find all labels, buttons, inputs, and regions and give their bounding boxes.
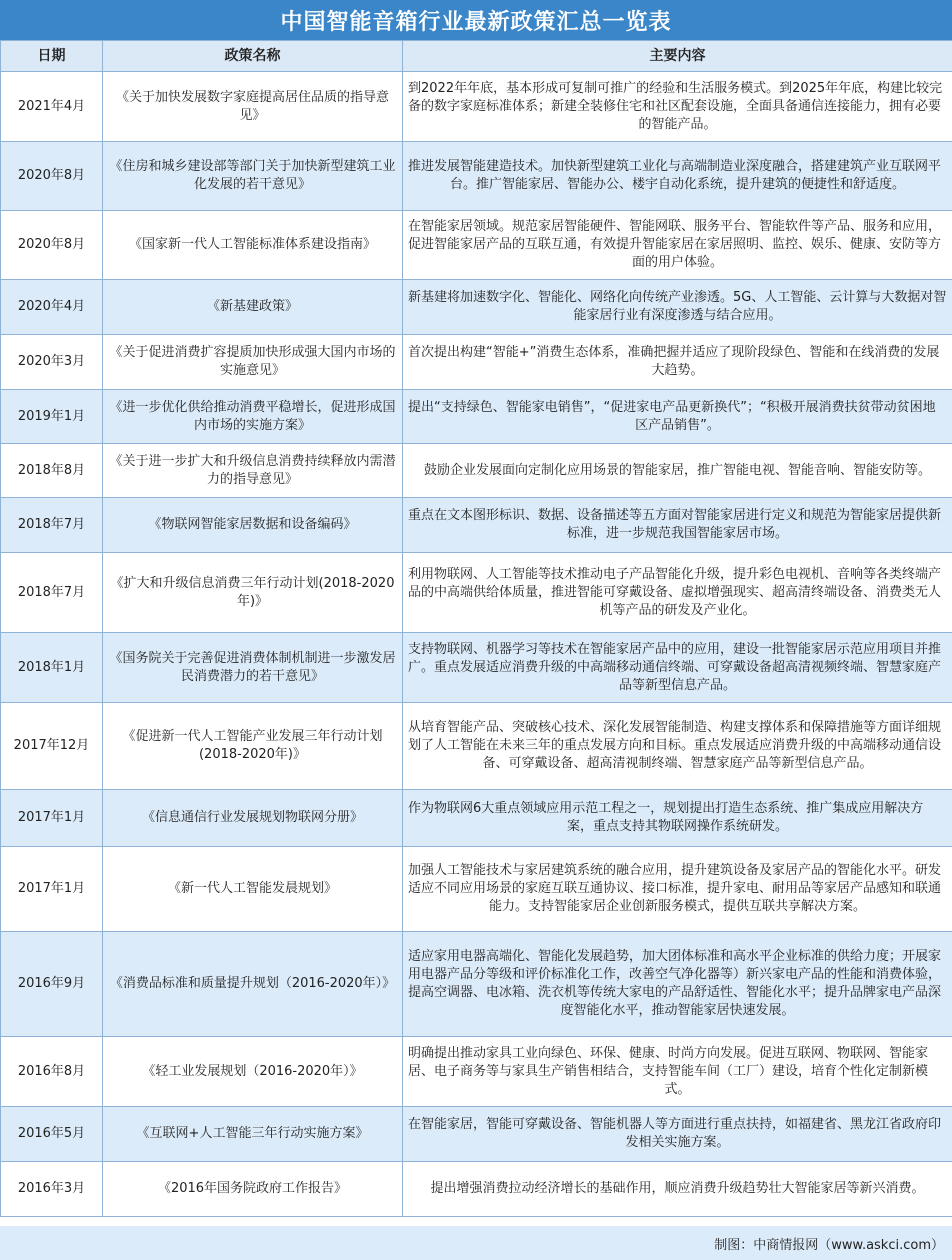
row-date: 2018年7月 — [1, 498, 103, 553]
row-content: 提出增强消费拉动经济增长的基础作用，顺应消费升级趋势壮大智能家居等新兴消费。 — [403, 1162, 952, 1217]
table-row — [1, 390, 952, 444]
table-row — [1, 142, 952, 211]
row-content: 提出“支持绿色、智能家电销售”，“促进家电产品更新换代”；“积极开展消费扶贫带动贫困地区产品销售”。 — [403, 390, 952, 444]
table-row — [1, 1037, 952, 1107]
row-content: 鼓励企业发展面向定制化应用场景的智能家居，推广智能电视、智能音响、智能安防等。 — [403, 444, 952, 498]
row-policy-name: 《2016年国务院政府工作报告》 — [103, 1162, 403, 1217]
table-row — [1, 335, 952, 390]
row-policy-name: 《住房和城乡建设部等部门关于加快新型建筑工业化发展的若干意见》 — [103, 142, 403, 211]
row-date: 2018年8月 — [1, 444, 103, 498]
table-row — [1, 1107, 952, 1162]
row-content: 明确提出推动家具工业向绿色、环保、健康、时尚方向发展。促进互联网、物联网、智能家居、电子商务等与家具生产销售相结合，支持智能车间（工厂）建设，培育个性化定制新模式。 — [403, 1037, 952, 1107]
row-content: 在智能家居，智能可穿戴设备、智能机器人等方面进行重点扶持，如福建省、黑龙江省政府印发相关实施方案。 — [403, 1107, 952, 1162]
source-credit: 制图：中商情报网（www.askci.com） — [0, 1226, 952, 1260]
row-content: 首次提出构建“智能+”消费生态体系，准确把握并适应了现阶段绿色、智能和在线消费的发展大趋势。 — [403, 335, 952, 390]
row-date: 2020年8月 — [1, 211, 103, 280]
row-content: 在智能家居领域。规范家居智能硬件、智能网联、服务平台、智能软件等产品、服务和应用，促进智能家居产品的互联互通，有效提升智能家居在家居照明、监控、娱乐、健康、安防等方面的用户体验。 — [403, 211, 952, 280]
row-policy-name: 《物联网智能家居数据和设备编码》 — [103, 498, 403, 553]
row-date: 2018年7月 — [1, 553, 103, 633]
table-row — [1, 932, 952, 1037]
row-date: 2020年4月 — [1, 280, 103, 335]
column-header-date: 日期 — [1, 41, 103, 72]
row-content: 到2022年年底，基本形成可复制可推广的经验和生活服务模式。到2025年年底，构建比较完备的数字家庭标准体系；新建全装修住宅和社区配套设施，全面具备通信连接能力，拥有必要的智能产品。 — [403, 72, 952, 142]
row-content: 新基建将加速数字化、智能化、网络化向传统产业渗透。5G、人工智能、云计算与大数据对智能家居行业有深度渗透与结合应用。 — [403, 280, 952, 335]
row-date: 2017年1月 — [1, 847, 103, 932]
row-policy-name: 《新基建政策》 — [103, 280, 403, 335]
table-row — [1, 280, 952, 335]
page-title: 中国智能音箱行业最新政策汇总一览表 — [0, 0, 952, 40]
table-header-row — [1, 41, 952, 72]
policy-table — [0, 40, 952, 1217]
table-row — [1, 703, 952, 790]
table-row — [1, 1162, 952, 1217]
row-content: 适应家用电器高端化、智能化发展趋势，加大团体标准和高水平企业标准的供给力度；开展家用电器产品分等级和评价标准化工作，改善空气净化器等）新兴家电产品的性能和消费体验，提高空调器、电冰箱、洗衣机等传统大家电的产品舒适性、智能化水平；提升品牌家电产品深度智能化水平，推动智能家居快速发展。 — [403, 932, 952, 1037]
row-policy-name: 《促进新一代人工智能产业发展三年行动计划(2018-2020年)》 — [103, 703, 403, 790]
row-policy-name: 《信息通信行业发展规划物联网分册》 — [103, 790, 403, 847]
row-content: 重点在文本图形标识、数据、设备描述等五方面对智能家居进行定义和规范为智能家居提供新标准，进一步规范我国智能家居市场。 — [403, 498, 952, 553]
row-policy-name: 《新一代人工智能发晨规划》 — [103, 847, 403, 932]
table-row — [1, 790, 952, 847]
row-policy-name: 《国务院关于完善促进消费体制机制进一步激发居民消费潜力的若干意见》 — [103, 633, 403, 703]
table-row — [1, 553, 952, 633]
column-header-name: 政策名称 — [103, 41, 403, 72]
row-policy-name: 《消费品标准和质量提升规划（2016-2020年）》 — [103, 932, 403, 1037]
row-date: 2018年1月 — [1, 633, 103, 703]
row-content: 利用物联网、人工智能等技术推动电子产品智能化升级，提升彩色电视机、音响等各类终端产品的中高端供给体质量，推进智能可穿戴设备、虚拟增强现实、超高清终端设备、消费类无人机等产品的研发及产业化。 — [403, 553, 952, 633]
row-content: 作为物联网6大重点领域应用示范工程之一，规划提出打造生态系统、推广集成应用解决方案，重点支持其物联网操作系统研发。 — [403, 790, 952, 847]
row-date: 2016年5月 — [1, 1107, 103, 1162]
table-row — [1, 72, 952, 142]
row-date: 2016年9月 — [1, 932, 103, 1037]
row-policy-name: 《互联网+人工智能三年行动实施方案》 — [103, 1107, 403, 1162]
row-content: 支持物联网、机器学习等技术在智能家居产品中的应用，建设一批智能家居示范应用项目并推广。重点发展适应消费升级的中高端移动通信终端、可穿戴设备超高清视频终端、智慧家庭产品等新型信息产品。 — [403, 633, 952, 703]
row-date: 2016年8月 — [1, 1037, 103, 1107]
row-policy-name: 《关于加快发展数字家庭提高居住品质的指导意见》 — [103, 72, 403, 142]
row-policy-name: 《轻工业发展规划（2016-2020年）》 — [103, 1037, 403, 1107]
row-policy-name: 《国家新一代人工智能标准体系建设指南》 — [103, 211, 403, 280]
row-date: 2019年1月 — [1, 390, 103, 444]
table-row — [1, 847, 952, 932]
table-row — [1, 444, 952, 498]
row-policy-name: 《关于进一步扩大和升级信息消费持续释放内需潜力的指导意见》 — [103, 444, 403, 498]
row-date: 2021年4月 — [1, 72, 103, 142]
table-row — [1, 633, 952, 703]
row-policy-name: 《进一步优化供给推动消费平稳增长，促进形成国内市场的实施方案》 — [103, 390, 403, 444]
table-row — [1, 211, 952, 280]
row-content: 从培育智能产品、突破核心技术、深化发展智能制造、构建支撑体系和保障措施等方面详细规划了人工智能在未来三年的重点发展方向和目标。重点发展适应消费升级的中高端移动通信设备、可穿戴设备、超高清视制终端、智慧家庭产品等新型信息产品。 — [403, 703, 952, 790]
row-date: 2017年12月 — [1, 703, 103, 790]
row-date: 2020年3月 — [1, 335, 103, 390]
row-policy-name: 《关于促进消费扩容提质加快形成强大国内市场的实施意见》 — [103, 335, 403, 390]
row-date: 2020年8月 — [1, 142, 103, 211]
row-policy-name: 《扩大和升级信息消费三年行动计划(2018-2020年)》 — [103, 553, 403, 633]
table-row — [1, 498, 952, 553]
column-header-content: 主要内容 — [403, 41, 952, 72]
row-date: 2016年3月 — [1, 1162, 103, 1217]
row-content: 推进发展智能建造技术。加快新型建筑工业化与高端制造业深度融合，搭建建筑产业互联网平台。推广智能家居、智能办公、楼宇自动化系统，提升建筑的便捷性和舒适度。 — [403, 142, 952, 211]
row-date: 2017年1月 — [1, 790, 103, 847]
row-content: 加强人工智能技术与家居建筑系统的融合应用，提升建筑设备及家居产品的智能化水平。研发适应不同应用场景的家庭互联互通协议、接口标准，提升家电、耐用品等家居产品感知和联通能力。支持智能家居企业创新服务模式，提供互联共享解决方案。 — [403, 847, 952, 932]
